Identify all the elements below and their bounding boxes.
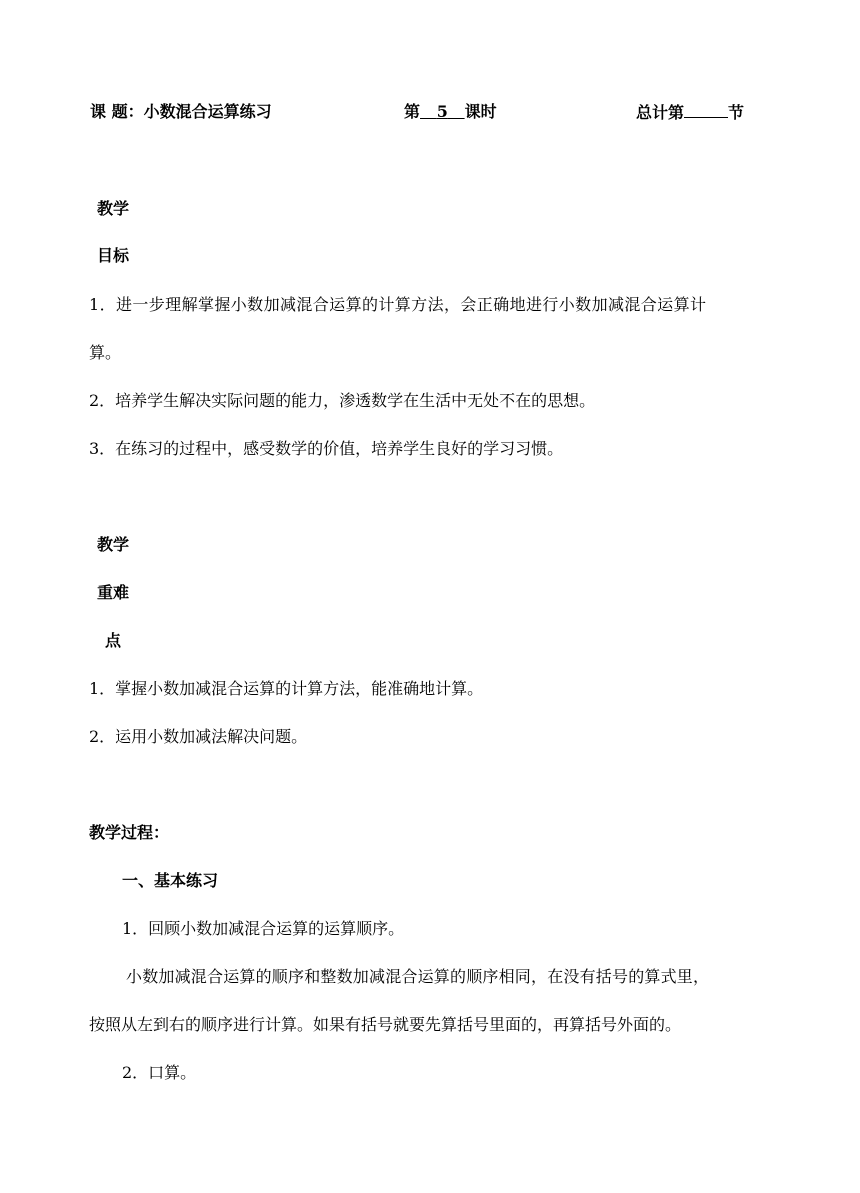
lesson-number: [420, 102, 465, 121]
objective-item: 算。: [89, 343, 122, 362]
lesson-suffix: 课时: [464, 102, 497, 121]
total-blank: [684, 102, 728, 118]
process-item-2: 2．口算。: [122, 1063, 197, 1082]
keypoints-heading-3: 点: [105, 631, 122, 650]
objective-item: 2．培养学生解决实际问题的能力，渗透数学在生活中无处不在的思想。: [89, 391, 596, 410]
lesson-number-value: 5: [436, 102, 448, 121]
objective-item: 3．在练习的过程中，感受数学的价值，培养学生良好的学习习惯。: [89, 439, 564, 458]
process-heading: 教学过程：: [89, 823, 170, 842]
topic-title: 小数混合运算练习: [143, 102, 272, 121]
process-paragraph-line-1: 小数加减混合运算的顺序和整数加减混合运算的顺序相同，在没有括号的算式里，: [126, 967, 710, 986]
objectives-heading-1: 教学: [97, 199, 130, 218]
section-basic-practice: 一、基本练习: [122, 871, 219, 890]
total-suffix: 节: [728, 103, 745, 122]
keypoints-heading-1: 教学: [97, 535, 130, 554]
process-paragraph-line-2: 按照从左到右的顺序进行计算。如果有括号就要先算括号里面的，再算括号外面的。: [89, 1015, 682, 1034]
lesson-number-field: [404, 102, 497, 122]
lesson-header: [90, 102, 272, 122]
keypoint-item: 2．运用小数加减法解决问题。: [89, 727, 308, 746]
objectives-heading-2: 目标: [97, 246, 130, 265]
process-item-1: 1．回顾小数加减混合运算的运算顺序。: [122, 919, 405, 938]
total-count-field: [636, 102, 744, 123]
topic-label: 课 题：: [90, 102, 144, 121]
objective-item: 1．进一步理解掌握小数加减混合运算的计算方法，会正确地进行小数加减混合运算计: [89, 295, 707, 314]
keypoint-item: 1．掌握小数加减混合运算的计算方法，能准确地计算。: [89, 679, 484, 698]
keypoints-heading-2: 重难: [97, 583, 130, 602]
total-prefix: 总计第: [636, 103, 685, 122]
lesson-prefix: 第: [404, 102, 421, 121]
